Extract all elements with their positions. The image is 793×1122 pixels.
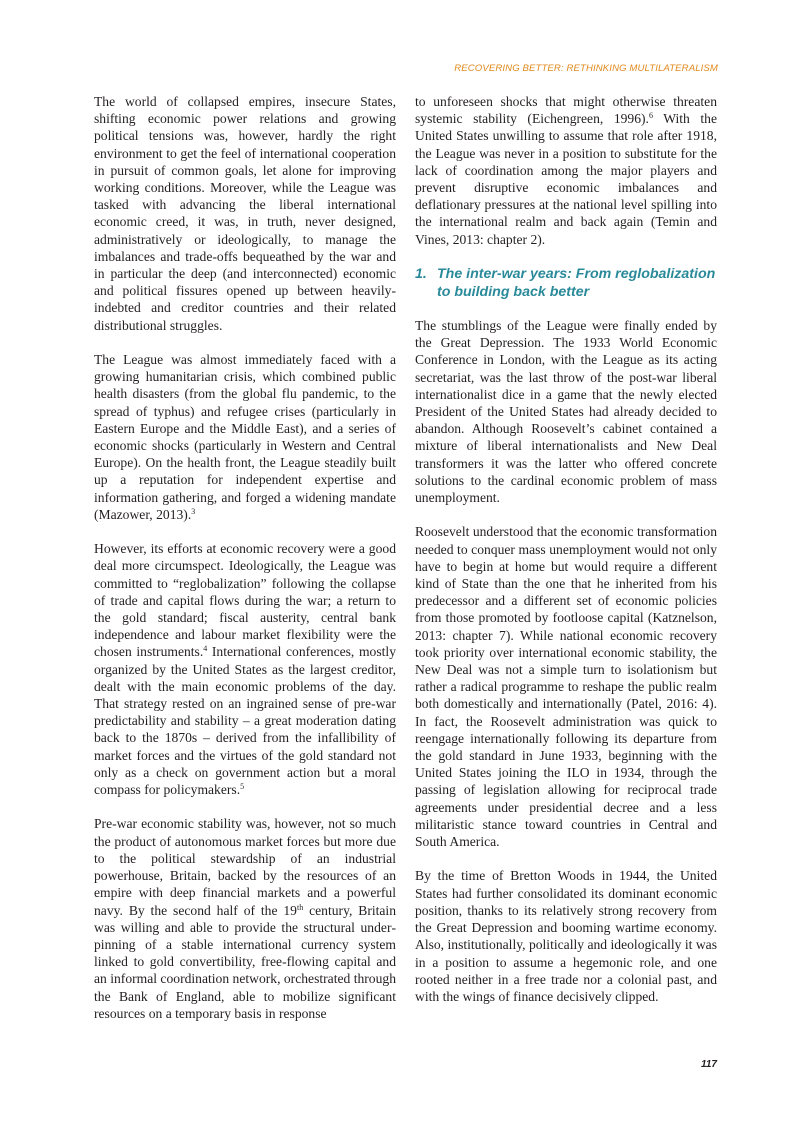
- left-column: [94, 93, 396, 1022]
- ordinal-suffix: th: [296, 902, 304, 912]
- paragraph-text: International conferences, mostly organized by the United States as the largest creditor, dealt with the main economic problems of the day. That strategy rested on an ingrained sense of pre-war predictability and stability – a great moderation dating back to the 1870s – derived from the infallibility of market forces and the virtues of the gold standard not only as a check on government action but a moral compass for policymakers.: [94, 644, 396, 798]
- paragraph: [94, 540, 396, 798]
- footnote-ref: 5: [240, 782, 245, 792]
- running-header: RECOVERING BETTER: RETHINKING MULTILATERALISM: [454, 63, 718, 74]
- paragraph: [415, 867, 717, 1005]
- paragraph-text: Roosevelt understood that the economic transformation needed to conquer mass unemployment would not only have to begin at home but would require a different kind of State than the one that he inherited from his predecessor and a different set of economic policies from those promoted by footloose capital (Katznelson, 2013: chapter 7). While national economic recovery took priority over international economic stability, the New Deal was not a simple turn to isolationism but rather a radical programme to reshape the public realm both domestically and internationally (Patel, 2016: 4). In fact, the Roosevelt administration was quick to reengage internationally following its departure from the gold standard in June 1933, beginning with the United States joining the ILO in 1934, through the passing of legislation allowing for reciprocal trade agreements under presidential decree and a less militaristic stance toward countries in Central and South America.: [415, 524, 717, 850]
- paragraph-text: The League was almost immediately faced with a growing humanitarian crisis, which combined public health disasters (from the global flu pandemic, to the spread of typhus) and refugee crises (particularly in Eastern Europe and the Middle East), and a series of economic shocks (particularly in Western and Central Europe). On the health front, the League steadily built up a reputation for independent expertise and information gathering, and forged a widening mandate (Mazower, 2013).: [94, 352, 396, 522]
- section-title: The inter-war years: From reglobalization to building back better: [437, 266, 716, 301]
- paragraph: [415, 523, 717, 850]
- paragraph-text: Pre-war economic stability was, however, not so much the product of autonomous market forces but more due to the political stewardship of an industrial powerhouse, Britain, backed by the resources of an empire with deep financial markets and a powerful navy. By the second half of the 19: [94, 816, 396, 918]
- page-number: 117: [701, 1059, 717, 1070]
- section-heading: [415, 265, 717, 301]
- paragraph-text: to unforeseen shocks that might otherwise threaten systemic stability (Eichengreen, 1996).: [415, 94, 717, 127]
- paragraph-text: By the time of Bretton Woods in 1944, the United States had further consolidated its dominant economic position, thanks to its relatively strong recovery from the Great Depression and booming wartime economy. Also, institutionally, politically and ideologically it was in a position to assume a hegemonic role, and one rooted neither in a free trade nor a colonial past, and with the wings of finance decisively clipped.: [415, 868, 717, 1004]
- paragraph: [415, 93, 717, 248]
- paragraph-text: The world of collapsed empires, insecure States, shifting economic power relations and growing political tensions was, however, hardly the right environment to get the feel of international cooperation in pursuit of common goals, let alone for improving working conditions. Moreover, while the League was tasked with advancing the liberal international economic creed, it was, in truth, never designed, administratively or ideologically, to manage the imbalances and trade-offs bequeathed by the war and in particular the deep (and interconnected) economic and political fissures opened up between heavily-indebted and creditor countries and their related distributional struggles.: [94, 94, 396, 333]
- paragraph: [94, 815, 396, 1021]
- paragraph: [415, 317, 717, 506]
- paragraph-text: The stumblings of the League were finally ended by the Great Depression. The 1933 World Economic Conference in London, with the League as its acting secretariat, was the last throw of the post-war liberal internationalist dice in a game that the newly elected President of the United States had already decided to abandon. Although Roosevelt’s cabinet contained a mixture of liberal internationalists and New Deal transformers it was the latter who offered concrete solutions to the cardinal economic problem of mass unemployment.: [415, 318, 717, 506]
- paragraph: [94, 351, 396, 523]
- section-number: 1.: [415, 266, 427, 283]
- right-column: [415, 93, 717, 1005]
- footnote-ref: 6: [648, 111, 653, 121]
- paragraph: [94, 93, 396, 334]
- paragraph-text: However, its efforts at economic recovery were a good deal more circumspect. Ideologically, the League was committed to “reglobalization” following the collapse of trade and capital flows during the war; a return to the gold standard; fiscal austerity, central bank independence and labour market flexibility were the chosen instruments.: [94, 541, 396, 660]
- paragraph-text: century, Britain was willing and able to provide the structural underpinning of a stable international currency system linked to gold convertibility, free-flowing capital and an informal coordination network, orchestrated through the Bank of England, able to mobilize significant resources on a temporary basis in response: [94, 902, 397, 1021]
- paragraph-text: With the United States unwilling to assume that role after 1918, the League was never in a position to substitute for the lack of coordination among the major players and prevent disruptive economic imbalances and deflationary pressures at the national level spilling into the international realm and back again (Temin and Vines, 2013: chapter 2).: [415, 111, 717, 247]
- footnote-ref: 3: [191, 506, 196, 516]
- footnote-ref: 4: [203, 644, 208, 654]
